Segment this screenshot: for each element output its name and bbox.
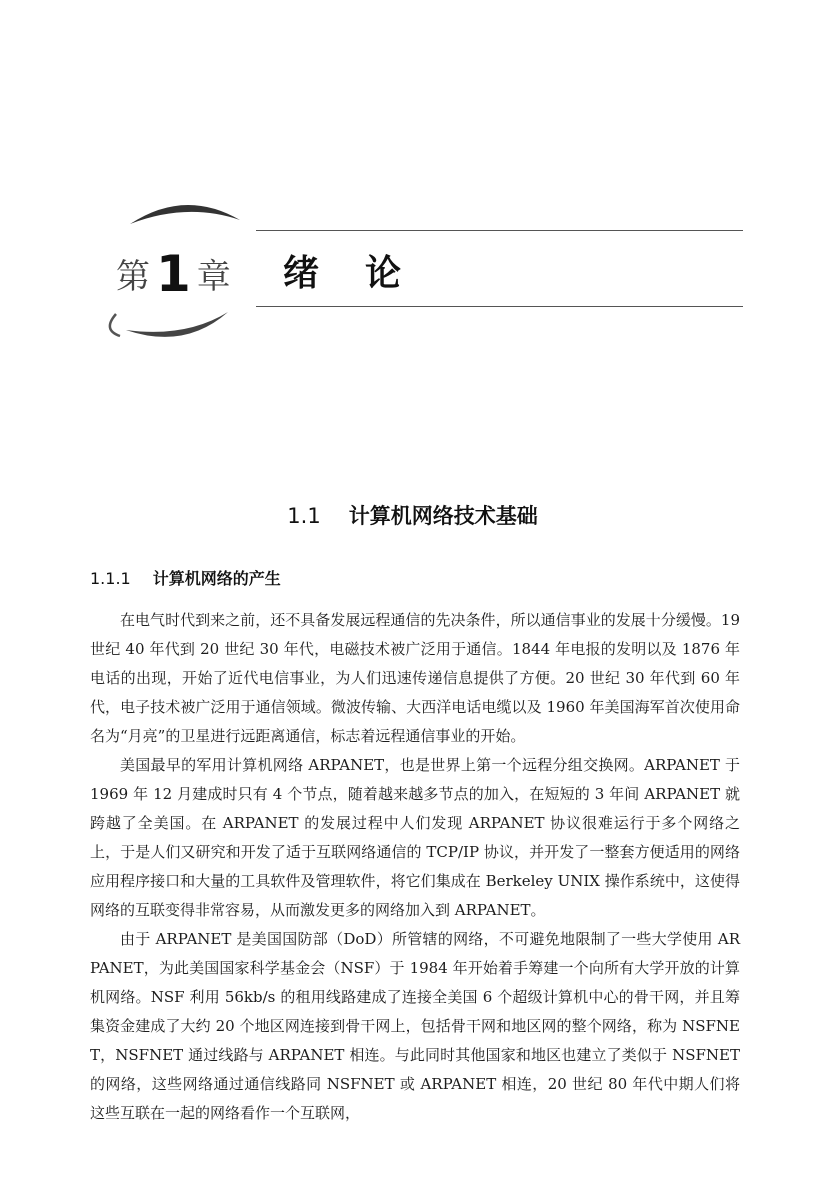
chapter-number: 1 bbox=[156, 245, 191, 303]
chapter-rule-bottom bbox=[256, 306, 743, 307]
chapter-title: 绪论 bbox=[283, 253, 448, 294]
subsection-number: 1.1.1 bbox=[90, 569, 131, 588]
chapter-header bbox=[90, 190, 750, 350]
chapter-suffix: 章 bbox=[196, 257, 231, 297]
chapter-rule-top bbox=[256, 230, 743, 231]
chapter-number-label bbox=[116, 245, 231, 303]
subsection-heading bbox=[90, 566, 281, 589]
body-text bbox=[90, 606, 740, 1128]
chapter-prefix: 第 bbox=[116, 257, 150, 297]
subsection-title-text: 计算机网络的产生 bbox=[152, 569, 281, 588]
section-title-text: 计算机网络技术基础 bbox=[348, 504, 538, 528]
paragraph: 美国最早的军用计算机网络 ARPANET，也是世界上第一个远程分组交换网。ARPANET 于 1969 年 12 月建成时只有 4 个节点，随着越来越多节点的加入，在短短的 3 年间 ARPANET 就跨越了全美国。在 ARPANET 的发展过程中人们发现 ARPANET 协议很难运行于多个网络之上，于是人们又研究和开发了适于互联网络通信的 TCP/IP 协议，并开发了一整套方便适用的网络应用程序接口和大量的工具软件及管理软件，将它们集成在 Berkeley UNIX 操作系统中，这使得网络的互联变得非常容易，从而激发更多的网络加入到 ARPANET。 bbox=[90, 756, 740, 919]
paragraph: 在电气时代到来之前，还不具备发展远程通信的先决条件，所以通信事业的发展十分缓慢。19 世纪 40 年代到 20 世纪 30 年代，电磁技术被广泛用于通信。1844 年电报的发明以及 1876 年电话的出现，开始了近代电信事业，为人们迅速传递信息提供了方便。20 世纪 30 年代到 60 年代，电子技术被广泛用于通信领域。微波传输、大西洋电话电缆以及 1960 年美国海军首次使用命名为“月亮”的卫星进行远距离通信，标志着远程通信事业的开始。 bbox=[90, 611, 740, 745]
section-number: 1.1 bbox=[287, 504, 321, 528]
paragraph: 由于 ARPANET 是美国国防部（DoD）所管辖的网络，不可避免地限制了一些大学使用 ARPANET，为此美国国家科学基金会（NSF）于 1984 年开始着手筹建一个向所有大学开放的计算机网络。NSF 利用 56kb/s 的租用线路建成了连接全美国 6 个超级计算机中心的骨干网，并且筹集资金建成了大约 20 个地区网连接到骨干网上，包括骨干网和地区网的整个网络，称为 NSFNET，NSFNET 通过线路与 ARPANET 相连。与此同时其他国家和地区也建立了类似于 NSFNET 的网络，这些网络通过通信线路同 NSFNET 或 ARPANET 相连，20 世纪 80 年代中期人们将这些互联在一起的网络看作一个互联网， bbox=[90, 930, 740, 1122]
section-heading bbox=[0, 500, 825, 530]
